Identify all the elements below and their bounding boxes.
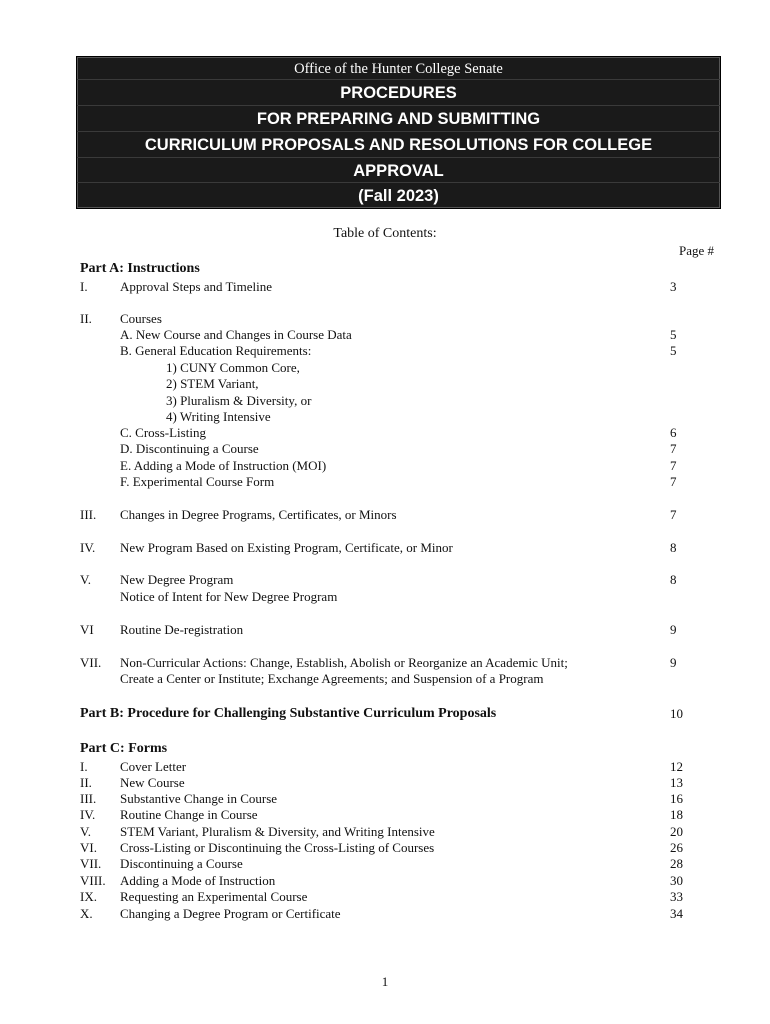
toc-entry: Courses: [120, 311, 162, 326]
toc-subsubentry: 2) STEM Variant,: [166, 376, 259, 391]
form-entry: Requesting an Experimental Course: [120, 889, 308, 904]
form-num: VIII.: [80, 873, 106, 888]
toc-page: 3: [670, 279, 677, 294]
form-page: 34: [670, 906, 683, 921]
form-page: 13: [670, 775, 683, 790]
toc-subentry: F. Experimental Course Form: [120, 474, 275, 489]
toc-subentry: E. Adding a Mode of Instruction (MOI): [120, 458, 327, 473]
toc-entry: Changes in Degree Programs, Certificates, or Minors: [120, 507, 397, 522]
toc-page: 8: [670, 572, 677, 587]
toc-subentry: C. Cross-Listing: [120, 425, 206, 440]
part-a-heading: Part A: Instructions: [80, 261, 200, 276]
toc-subsubentry: 1) CUNY Common Core,: [166, 360, 300, 375]
toc-entry: Approval Steps and Timeline: [120, 279, 273, 294]
form-entry: Routine Change in Course: [120, 807, 258, 822]
title-banner: [76, 56, 721, 209]
toc-subentry: D. Discontinuing a Course: [120, 441, 259, 456]
title-line-4: APPROVAL: [77, 157, 720, 183]
form-num: III.: [80, 791, 97, 806]
form-num: II.: [80, 775, 92, 790]
toc-num: IV.: [80, 540, 96, 555]
toc-entry-continued: Create a Center or Institute; Exchange Agreements; and Suspension of a Program: [120, 671, 544, 686]
form-num: IV.: [80, 807, 96, 822]
form-entry: Substantive Change in Course: [120, 791, 278, 806]
toc-num: V.: [80, 572, 91, 587]
form-page: 12: [670, 759, 683, 774]
toc-page: 10: [670, 706, 683, 721]
toc-heading: Table of Contents:: [333, 226, 437, 241]
form-num: VII.: [80, 856, 102, 871]
office-line: Office of the Hunter College Senate: [294, 61, 503, 77]
toc-entry: Routine De-registration: [120, 622, 244, 637]
toc-page: 7: [670, 507, 677, 522]
form-page: 26: [670, 840, 683, 855]
toc-subsubentry: 3) Pluralism & Diversity, or: [166, 393, 312, 408]
page-column-header: Page #: [678, 243, 714, 258]
part-c-heading: Part C: Forms: [80, 741, 168, 756]
toc-page: 5: [670, 343, 677, 358]
toc-page: 6: [670, 425, 677, 440]
form-entry: Changing a Degree Program or Certificate: [120, 906, 341, 921]
form-entry: STEM Variant, Pluralism & Diversity, and Writing Intensive: [120, 824, 435, 839]
title-line-5: (Fall 2023): [77, 182, 720, 208]
form-num: V.: [80, 824, 91, 839]
toc-subentry: B. General Education Requirements:: [120, 343, 312, 358]
toc-page: 7: [670, 474, 677, 489]
toc-entry-continued: Notice of Intent for New Degree Program: [120, 589, 338, 604]
title-line-2: FOR PREPARING AND SUBMITTING: [77, 105, 720, 131]
toc-num: I.: [80, 279, 88, 294]
form-page: 16: [670, 791, 683, 806]
form-page: 20: [670, 824, 683, 839]
form-entry: Cover Letter: [120, 759, 187, 774]
toc-page: 5: [670, 327, 677, 342]
toc-num: VII.: [80, 655, 102, 670]
form-entry: New Course: [120, 775, 185, 790]
form-num: I.: [80, 759, 88, 774]
form-page: 33: [670, 889, 683, 904]
form-entry: Adding a Mode of Instruction: [120, 873, 276, 888]
toc-subsubentry: 4) Writing Intensive: [166, 409, 271, 424]
title-line-1: PROCEDURES: [77, 79, 720, 105]
toc-page: 7: [670, 441, 677, 456]
form-num: X.: [80, 906, 93, 921]
toc-page: 7: [670, 458, 677, 473]
part-b-heading: Part B: Procedure for Challenging Substantive Curriculum Proposals: [80, 706, 497, 721]
form-entry: Discontinuing a Course: [120, 856, 243, 871]
toc-num: II.: [80, 311, 92, 326]
title-line-3: CURRICULUM PROPOSALS AND RESOLUTIONS FOR COLLEGE: [77, 131, 720, 157]
form-page: 30: [670, 873, 683, 888]
form-num: VI.: [80, 840, 97, 855]
toc-entry: Non-Curricular Actions: Change, Establish, Abolish or Reorganize an Academic Unit;: [120, 655, 568, 670]
form-page: 18: [670, 807, 683, 822]
page-number: 1: [381, 974, 389, 989]
form-entry: Cross-Listing or Discontinuing the Cross-Listing of Courses: [120, 840, 435, 855]
toc-page: 8: [670, 540, 677, 555]
toc-entry: New Program Based on Existing Program, Certificate, or Minor: [120, 540, 453, 555]
toc-entry: New Degree Program: [120, 572, 234, 587]
toc-page: 9: [670, 622, 677, 637]
toc-num: III.: [80, 507, 97, 522]
toc-subentry: A. New Course and Changes in Course Data: [120, 327, 352, 342]
form-num: IX.: [80, 889, 97, 904]
toc-num: VI: [80, 622, 94, 637]
toc-page: 9: [670, 655, 677, 670]
form-page: 28: [670, 856, 683, 871]
